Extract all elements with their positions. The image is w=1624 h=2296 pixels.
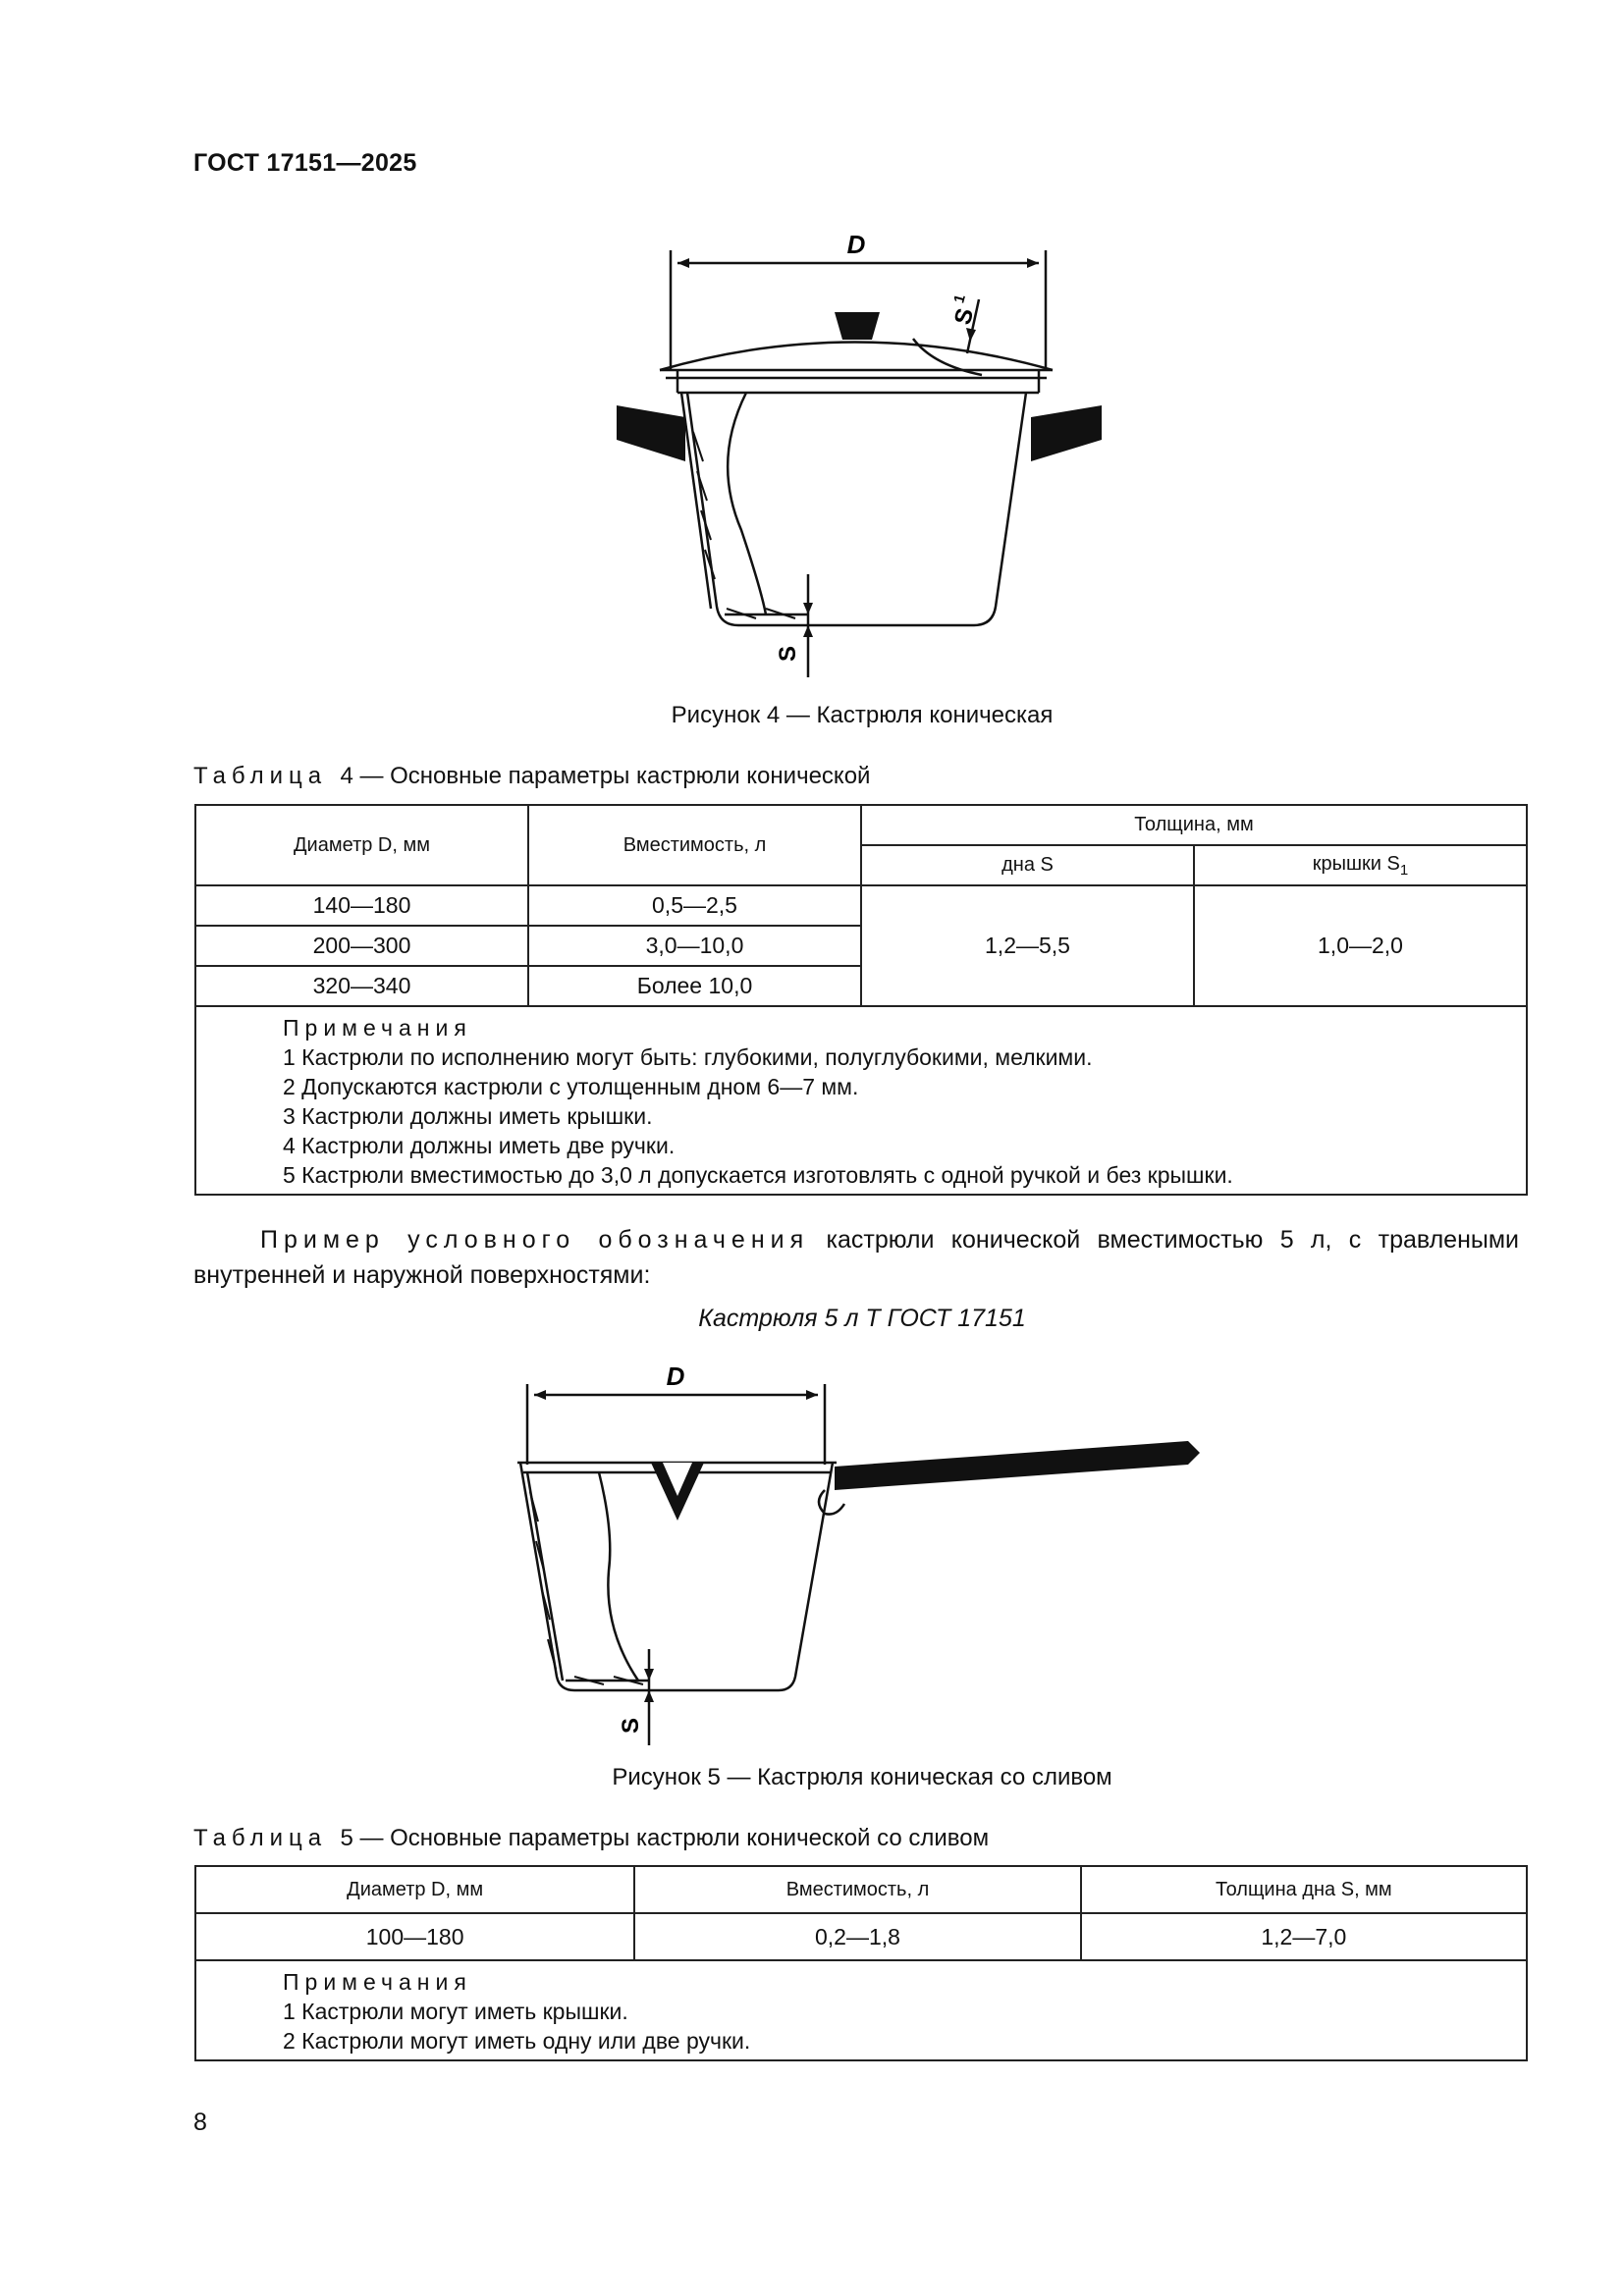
table-4-note: 4 Кастрюли должны иметь две ручки. xyxy=(283,1133,676,1158)
table-4-header-lid xyxy=(1194,845,1527,885)
table-4-label: Таблица xyxy=(193,763,328,789)
table-4-note: 3 Кастрюли должны иметь крышки. xyxy=(283,1103,653,1129)
table-4-notes xyxy=(195,1006,1527,1195)
table-4-cell-diameter: 320—340 xyxy=(195,966,528,1006)
table-4-cell-lid: 1,0—2,0 xyxy=(1194,885,1527,1006)
table-4-cell-volume: Более 10,0 xyxy=(528,966,861,1006)
table-5-label: Таблица xyxy=(193,1825,328,1851)
table-4-title-text: 4 — Основные параметры кастрюли конической xyxy=(340,763,871,789)
table-5-header-diameter: Диаметр D, мм xyxy=(195,1866,634,1913)
table-5 xyxy=(194,1865,1528,2061)
table-5-note: 1 Кастрюли могут иметь крышки. xyxy=(283,1999,628,2024)
table-4-cell-diameter: 140—180 xyxy=(195,885,528,926)
example-designation: Кастрюля 5 л Т ГОСТ 17151 xyxy=(698,1305,1026,1332)
table-4-header-thickness: Толщина, мм xyxy=(861,805,1527,845)
table-5-cell-volume: 0,2—1,8 xyxy=(634,1913,1080,1960)
figure-4-dim-s: S xyxy=(775,645,801,662)
table-4 xyxy=(194,804,1528,1196)
figure-4-dim-s1: S xyxy=(948,305,980,328)
table-4-note: 2 Допускаются кастрюли с утолщенным дном 6—7 мм. xyxy=(283,1074,859,1099)
example-text: кастрюли конической вместимостью 5 л, с травлеными внутренней и наружной поверхностями: xyxy=(193,1226,1520,1289)
table-4-cell-volume: 3,0—10,0 xyxy=(528,926,861,966)
table-4-cell-diameter: 200—300 xyxy=(195,926,528,966)
example-lead: Пример условного обозначения xyxy=(260,1226,810,1254)
figure-5-caption: Рисунок 5 — Кастрюля коническая со сливом xyxy=(612,1764,1112,1790)
table-4-cell-bottom: 1,2—5,5 xyxy=(861,885,1194,1006)
document-header: ГОСТ 17151—2025 xyxy=(193,149,417,177)
table-4-notes-title: Примечания xyxy=(283,1015,472,1041)
figure-4-caption: Рисунок 4 — Кастрюля коническая xyxy=(671,702,1054,728)
table-4-title xyxy=(193,763,870,790)
figure-4-drawing xyxy=(589,221,1139,682)
example-paragraph xyxy=(193,1222,1519,1293)
page-number: 8 xyxy=(193,2109,207,2136)
table-5-notes-title: Примечания xyxy=(283,1969,472,1995)
table-4-header-bottom: дна S xyxy=(861,845,1194,885)
table-4-note: 5 Кастрюли вместимостью до 3,0 л допускается изготовлять с одной ручкой и без крышки. xyxy=(283,1162,1233,1188)
table-5-header-volume: Вместимость, л xyxy=(634,1866,1080,1913)
figure-5-dim-s: S xyxy=(618,1717,644,1734)
table-4-cell-volume: 0,5—2,5 xyxy=(528,885,861,926)
table-5-header-thickness: Толщина дна S, мм xyxy=(1081,1866,1527,1913)
table-5-title xyxy=(193,1825,989,1852)
table-5-cell-thickness: 1,2—7,0 xyxy=(1081,1913,1527,1960)
table-4-header-lid-sub: 1 xyxy=(1399,861,1409,879)
table-5-cell-diameter: 100—180 xyxy=(195,1913,634,1960)
table-5-title-text: 5 — Основные параметры кастрюли конической со сливом xyxy=(340,1825,990,1851)
figure-4-dim-s1-sub: 1 xyxy=(950,293,969,305)
figure-5-drawing xyxy=(501,1355,1208,1752)
table-4-header-lid-label: крышки S xyxy=(1312,852,1400,875)
table-4-header-diameter: Диаметр D, мм xyxy=(195,805,528,885)
table-4-note: 1 Кастрюли по исполнению могут быть: глубокими, полуглубокими, мелкими. xyxy=(283,1044,1093,1070)
table-5-notes xyxy=(195,1960,1527,2060)
figure-5-dim-d: D xyxy=(666,1362,685,1391)
table-4-header-volume: Вместимость, л xyxy=(528,805,861,885)
table-5-note: 2 Кастрюли могут иметь одну или две ручки. xyxy=(283,2028,751,2054)
figure-4-dim-d: D xyxy=(846,230,866,259)
